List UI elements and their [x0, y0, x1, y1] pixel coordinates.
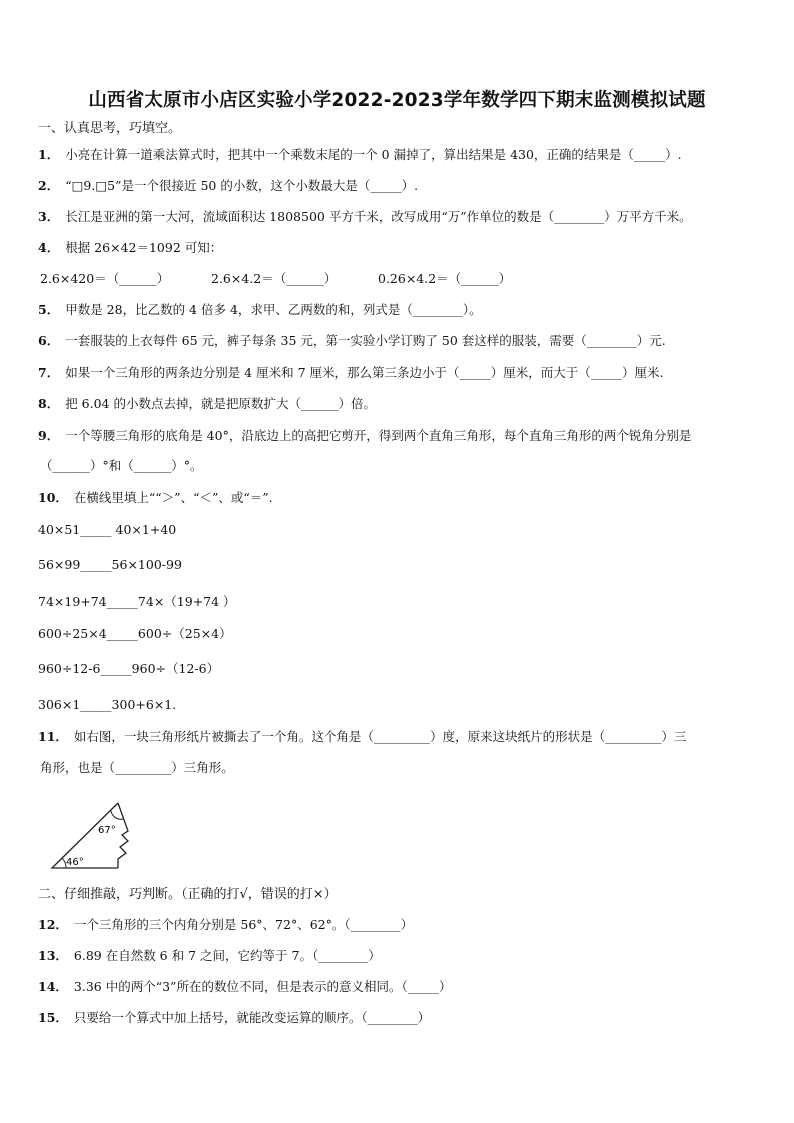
- question-text: 如果一个三角形的两条边分别是 4 厘米和 7 厘米，那么第三条边小于（_____）厘米，而大于（_____）厘米.: [65, 365, 664, 380]
- comparison-item: 74×19+74_____74×（19+74 ）: [38, 594, 236, 609]
- question-14: [38, 979, 451, 995]
- angle-label-46: 46°: [66, 857, 84, 868]
- question-number: 9．: [38, 428, 60, 443]
- question-text: “□9.□5”是一个很接近 50 的小数，这个小数最大是（_____）.: [65, 178, 419, 193]
- question-13: [38, 948, 381, 964]
- question-text: 一个三角形的三个内角分别是 56°、72°、62°。（________）: [73, 917, 414, 932]
- question-1: [38, 147, 682, 163]
- section-2-heading: 二、仔细推敲，巧判断。（正确的打√，错误的打×）: [38, 887, 337, 902]
- question-15: [38, 1010, 430, 1026]
- question-text: 3.36 中的两个“3”所在的数位不同，但是表示的意义相同。（_____）: [73, 979, 452, 994]
- question-11: [38, 729, 686, 745]
- question-number: 15．: [38, 1010, 68, 1025]
- section-1-heading: 一、认真思考，巧填空。: [38, 121, 182, 136]
- question-text: 小亮在计算一道乘法算式时，把其中一个乘数末尾的一个 0 漏掉了，算出结果是 430，正确的结果是（_____）.: [65, 147, 682, 162]
- torn-edge: [118, 803, 128, 868]
- question-number: 11．: [38, 729, 68, 744]
- question-4-part-a: 2.6×420＝（______）: [40, 271, 170, 286]
- question-3: [38, 209, 692, 225]
- question-text: 只要给一个算式中加上括号，就能改变运算的顺序。（________）: [73, 1010, 431, 1025]
- question-text: 把 6.04 的小数点去掉，就是把原数扩大（______）倍。: [65, 396, 376, 411]
- question-9: [38, 428, 691, 444]
- question-number: 3．: [38, 209, 60, 224]
- question-number: 6．: [38, 333, 60, 348]
- question-number: 1．: [38, 147, 60, 162]
- question-12: [38, 917, 413, 933]
- question-text: 如右图，一块三角形纸片被撕去了一个角。这个角是（_________）度，原来这块纸片的形状是（_________）三: [73, 729, 687, 744]
- comparison-item: 56×99_____56×100-99: [38, 557, 182, 572]
- question-text: 长江是亚洲的第一大河，流域面积达 1808500 平方千米，改写成用“万”作单位的数是（________）万平方千米。: [65, 209, 692, 224]
- question-4: [38, 240, 222, 256]
- question-number: 13．: [38, 948, 68, 963]
- question-5: [38, 302, 482, 318]
- question-7: [38, 365, 663, 381]
- question-text: 甲数是 28，比乙数的 4 倍多 4，求甲、乙两数的和，列式是（________）。: [65, 302, 482, 317]
- question-11-continued: 角形，也是（_________）三角形。: [40, 760, 234, 775]
- question-number: 7．: [38, 365, 60, 380]
- question-number: 4．: [38, 240, 60, 255]
- question-number: 10．: [38, 490, 68, 505]
- question-10: [38, 490, 273, 506]
- question-number: 2．: [38, 178, 60, 193]
- question-8: [38, 396, 376, 412]
- question-number: 12．: [38, 917, 68, 932]
- question-6: [38, 333, 666, 349]
- question-text: 一个等腰三角形的底角是 40°，沿底边上的高把它剪开，得到两个直角三角形，每个直角三角形的两个锐角分别是: [65, 428, 692, 443]
- question-text: 根据 26×42＝1092 可知：: [65, 240, 223, 255]
- comparison-item: 306×1_____300+6×1.: [38, 697, 177, 712]
- question-4-part-b: 2.6×4.2＝（______）: [211, 271, 337, 286]
- question-4-part-c: 0.26×4.2＝（______）: [378, 271, 512, 286]
- question-number: 5．: [38, 302, 60, 317]
- question-number: 14．: [38, 979, 68, 994]
- torn-triangle-figure: [44, 795, 144, 875]
- comparison-item: 960÷12-6_____960÷（12-6）: [38, 661, 220, 676]
- page-title: 山西省太原市小店区实验小学2022-2023学年数学四下期末监测模拟试题: [88, 90, 706, 111]
- question-text: 6.89 在自然数 6 和 7 之间，它约等于 7。（________）: [73, 948, 381, 963]
- question-9-continued: （______）°和（______）°。: [40, 458, 203, 473]
- question-text: 一套服装的上衣每件 65 元，裤子每条 35 元，第一实验小学订购了 50 套这样的服装，需要（________）元.: [65, 333, 666, 348]
- question-2: [38, 178, 418, 194]
- comparison-item: 600÷25×4_____600÷（25×4）: [38, 626, 232, 641]
- question-text: 在横线里填上““＞”、“＜”、或“＝”.: [73, 490, 273, 505]
- angle-label-67: 67°: [98, 825, 116, 836]
- comparison-item: 40×51_____ 40×1+40: [38, 522, 177, 537]
- question-number: 8．: [38, 396, 60, 411]
